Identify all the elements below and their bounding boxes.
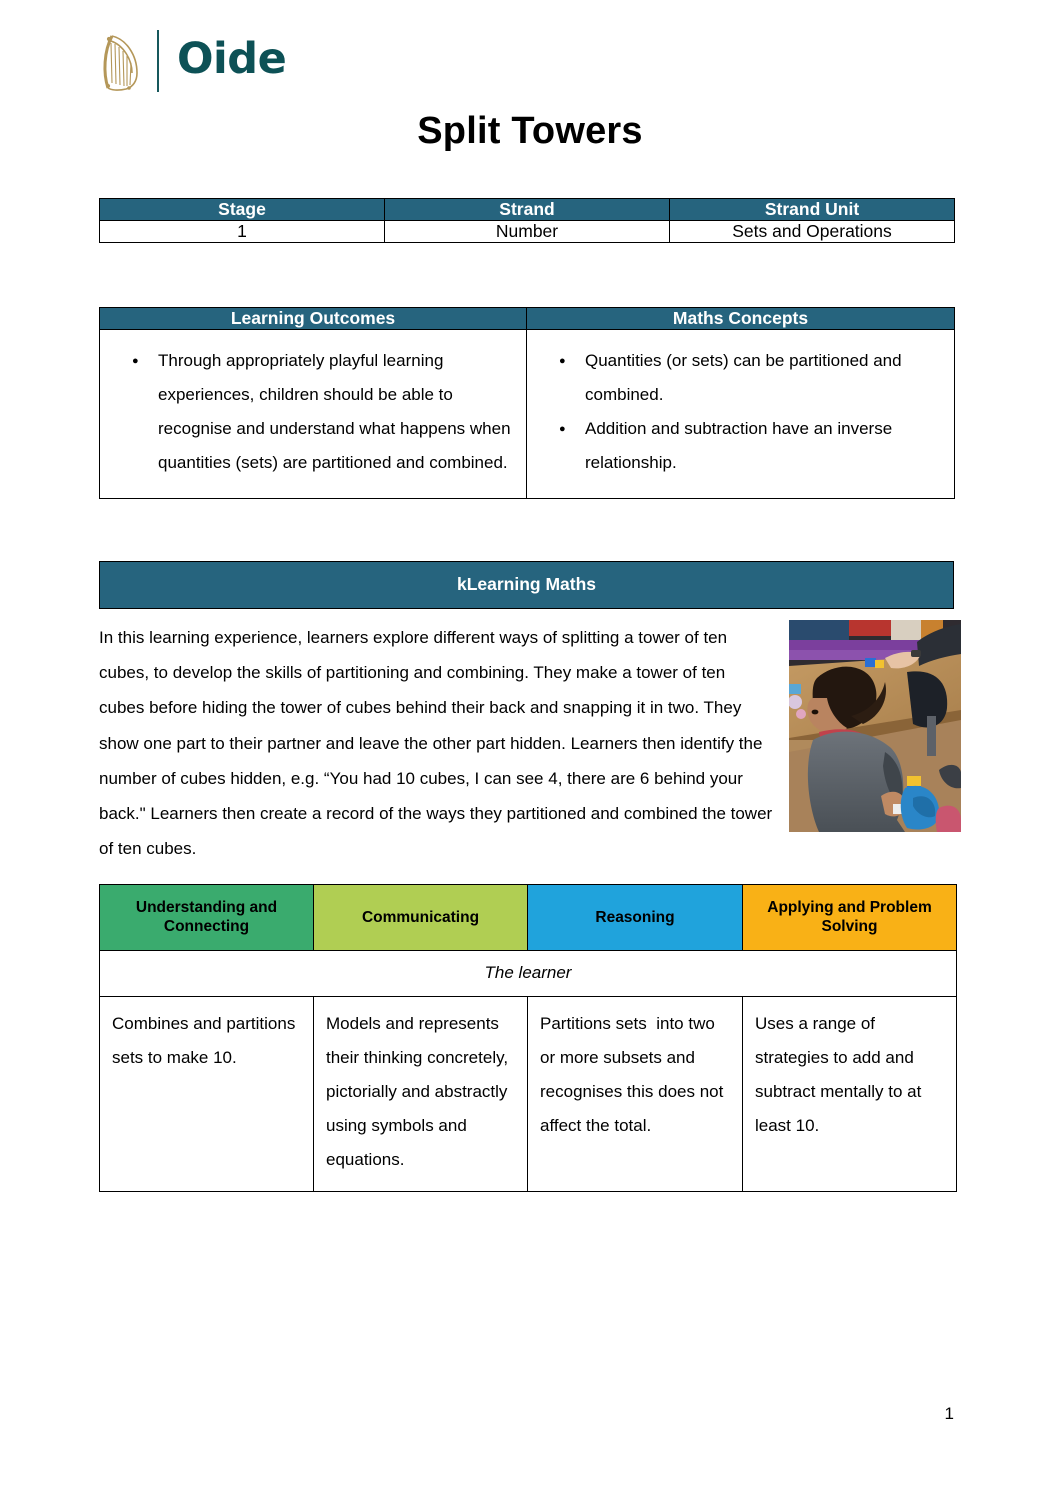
list-item: ● Quantities (or sets) can be partitioned and combined. — [585, 344, 940, 412]
value-strand-unit: Sets and Operations — [670, 221, 955, 243]
list-item: ● Through appropriately playful learning experiences, children should be able to recognise and understand what happens when quantities (sets) are partitioned and combined. — [158, 344, 512, 480]
list-item: ● Addition and subtraction have an inverse relationship. — [585, 412, 940, 480]
table-header-row — [100, 308, 955, 330]
logo-divider — [157, 30, 159, 92]
cell-learning-outcomes — [100, 330, 527, 499]
header-strand-unit: Strand Unit — [670, 199, 955, 221]
table-row — [100, 997, 957, 1192]
page-title: Split Towers — [417, 110, 643, 152]
cell-reasoning: Partitions sets into two or more subsets and recognises this does not affect the total. — [528, 997, 743, 1192]
header-learning-outcomes: Learning Outcomes — [100, 308, 527, 330]
table-row — [100, 330, 955, 499]
cell-maths-concepts — [527, 330, 955, 499]
cell-communicating: Models and represents their thinking concretely, pictorially and abstractly using symbols and equations. — [314, 997, 528, 1192]
cell-applying-and-problem-solving: Uses a range of strategies to add and subtract mentally to at least 10. — [743, 997, 957, 1192]
header-communicating: Communicating — [314, 885, 528, 951]
header-applying-and-problem-solving: Applying and Problem Solving — [743, 885, 957, 951]
header-maths-concepts: Maths Concepts — [527, 308, 955, 330]
header-understanding-and-connecting: Understanding and Connecting — [100, 885, 314, 951]
table-header-row — [100, 885, 957, 951]
header-strand: Strand — [385, 199, 670, 221]
table-subheader-row — [100, 951, 957, 997]
logo-wordmark: Oide — [177, 33, 287, 84]
harp-icon — [99, 29, 145, 93]
oide-logo — [99, 28, 286, 94]
maths-concepts-list — [541, 344, 940, 480]
cell-understanding-and-connecting: Combines and partitions sets to make 10. — [100, 997, 314, 1192]
table-row — [100, 221, 955, 243]
header-stage: Stage — [100, 199, 385, 221]
stage-strand-table — [99, 198, 955, 243]
header-reasoning: Reasoning — [528, 885, 743, 951]
value-stage: 1 — [100, 221, 385, 243]
learning-outcomes-list — [114, 344, 512, 480]
the-learner-label: The learner — [100, 951, 957, 997]
skills-table — [99, 884, 957, 1192]
description-paragraph: In this learning experience, learners explore different ways of splitting a tower of ten cubes, to develop the skills of partitioning and combining. They make a tower of ten cubes before hiding the tower of cubes behind their back and snapping it in two. They show one part to their partner and leave the other part hidden. Learners then identify the number of cubes hidden, e.g. “You had 10 cubes, I can see 4, there are 6 behind your back." Learners then create a record of the ways they partitioned and combined the tower of ten cubes. — [99, 628, 773, 859]
outcomes-concepts-table — [99, 307, 955, 499]
classroom-photo — [789, 620, 961, 832]
page-number: 1 — [944, 1404, 954, 1423]
table-header-row — [100, 199, 955, 221]
value-strand: Number — [385, 221, 670, 243]
section-banner: kLearning Maths — [99, 561, 954, 609]
